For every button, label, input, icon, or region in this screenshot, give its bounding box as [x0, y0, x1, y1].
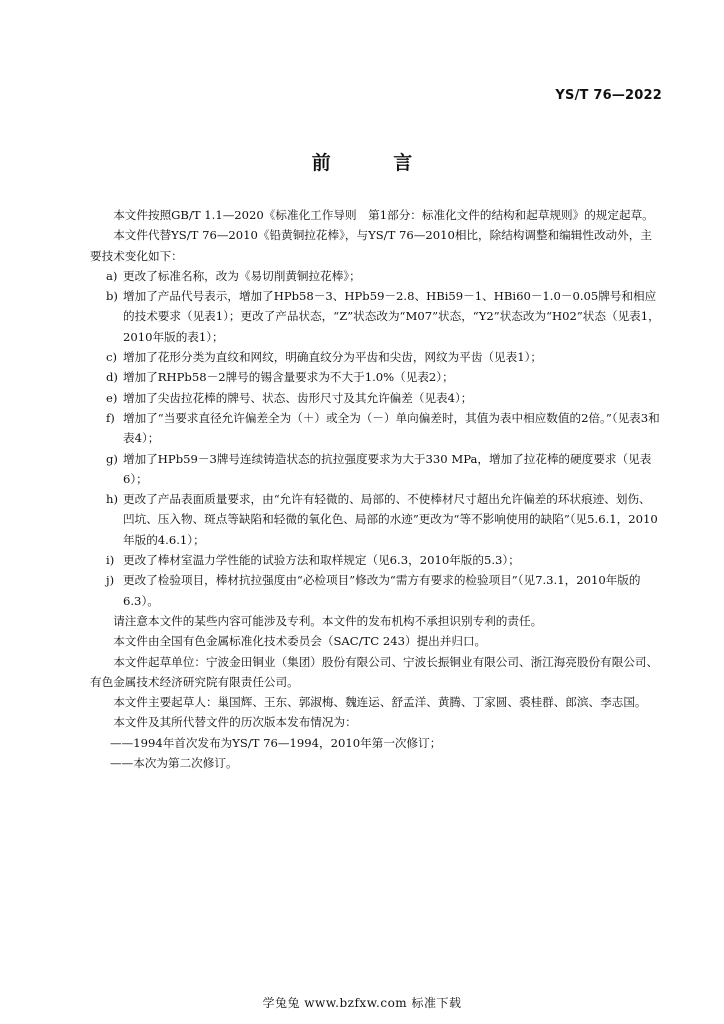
document-body	[90, 205, 660, 773]
standard-code: YS/T 76—2022	[555, 88, 662, 103]
list-item	[90, 570, 660, 611]
closing-paragraph: 本文件由全国有色金属标准化技术委员会（SAC/TC 243）提出并归口。	[113, 634, 487, 649]
intro-paragraph: 本文件按照GB/T 1.1—2020《标准化工作导则 第1部分：标准化文件的结构和起草规则》的规定起草。	[113, 208, 654, 222]
list-marker: j)	[106, 573, 115, 588]
list-item-text: 增加了HPb59－3牌号连续铸造状态的抗拉强度要求为大于330 MPa，增加了拉花棒的硬度要求（见表6）；	[123, 451, 652, 486]
closing-paragraph: 本文件及其所代替文件的历次版本发布情况为：	[113, 715, 357, 730]
list-marker: d)	[106, 370, 118, 385]
list-item	[90, 286, 660, 347]
history-item: ——本次为第二次修订。	[110, 756, 238, 771]
list-marker: a)	[106, 268, 118, 283]
list-marker: h)	[106, 492, 118, 507]
closing-paragraph: 本文件起草单位：宁波金田铜业（集团）股份有限公司、宁波长振铜业有限公司、浙江海亮股份有限公司、有色金属技术经济研究院有限责任公司。	[90, 654, 659, 689]
footer-watermark: 学兔兔 www.bzfxw.com 标准下载	[262, 996, 462, 1010]
list-item-text: 增加了尖齿拉花棒的牌号、状态、齿形尺寸及其允许偏差（见表4）；	[123, 390, 473, 405]
list-marker: i)	[106, 553, 115, 568]
list-item-text: 更改了产品表面质量要求，由“允许有轻微的、局部的、不使棒材尺寸超出允许偏差的环状痕迹、划伤、凹坑、压入物、斑点等缺陷和轻微的氧化色、局部的水迹”更改为“等不影响使用的缺陷”（见5.6.1，2010年版的4.6.1）；	[123, 492, 658, 547]
list-item-text: 增加了“当要求直径允许偏差全为（＋）或全为（－）单向偏差时，其值为表中相应数值的2倍。”（见表3和表4）；	[123, 410, 660, 446]
list-item	[90, 408, 660, 449]
list-marker: e)	[106, 390, 118, 405]
closing-paragraph: 请注意本文件的某些内容可能涉及专利。本文件的发布机构不承担识别专利的责任。	[113, 613, 543, 628]
list-item	[90, 266, 660, 286]
list-item	[90, 347, 660, 367]
list-item-text: 更改了标准名称，改为《易切削黄铜拉花棒》；	[123, 268, 361, 283]
intro-paragraph: 本文件代替YS/T 76—2010《铅黄铜拉花棒》，与YS/T 76—2010相比，除结构调整和编辑性改动外，主要技术变化如下：	[90, 228, 652, 263]
list-item	[90, 449, 660, 490]
history-item: ——1994年首次发布为YS/T 76—1994，2010年第一次修订；	[110, 735, 442, 750]
list-marker: g)	[106, 451, 118, 466]
list-item	[90, 388, 660, 408]
list-item	[90, 367, 660, 387]
list-marker: f)	[106, 410, 115, 425]
list-item-text: 更改了检验项目，棒材抗拉强度由“必检项目”修改为“需方有要求的检验项目”（见7.3.1，2010年版的6.3）。	[123, 573, 641, 608]
list-item-text: 增加了RHPb58－2牌号的锡含量要求为不大于1.0%（见表2）；	[123, 370, 454, 385]
list-item	[90, 489, 660, 550]
list-item	[90, 550, 660, 570]
list-item-text: 增加了产品代号表示，增加了HPb58－3、HPb59－2.8、HBi59－1、HBi60－1.0－0.05牌号和相应的技术要求（见表1）；更改了产品状态，“Z”状态改为“M07”状态，“Y2”状态改为“H02”状态（见表1，2010年版的表1）；	[123, 289, 660, 344]
list-marker: b)	[106, 289, 118, 304]
page-title: 前 言	[311, 152, 441, 174]
list-item-text: 增加了花形分类为直纹和网纹，明确直纹分为平齿和尖齿，网纹为平齿（见表1）；	[123, 350, 542, 365]
list-marker: c)	[106, 350, 118, 365]
closing-paragraph: 本文件主要起草人：巢国辉、王东、郭淑梅、魏连运、舒孟洋、黄腾、丁家圆、裘桂群、郎滨、李志国。	[113, 695, 647, 710]
list-item-text: 更改了棒材室温力学性能的试验方法和取样规定（见6.3，2010年版的5.3）；	[123, 553, 520, 568]
change-list	[90, 266, 660, 611]
